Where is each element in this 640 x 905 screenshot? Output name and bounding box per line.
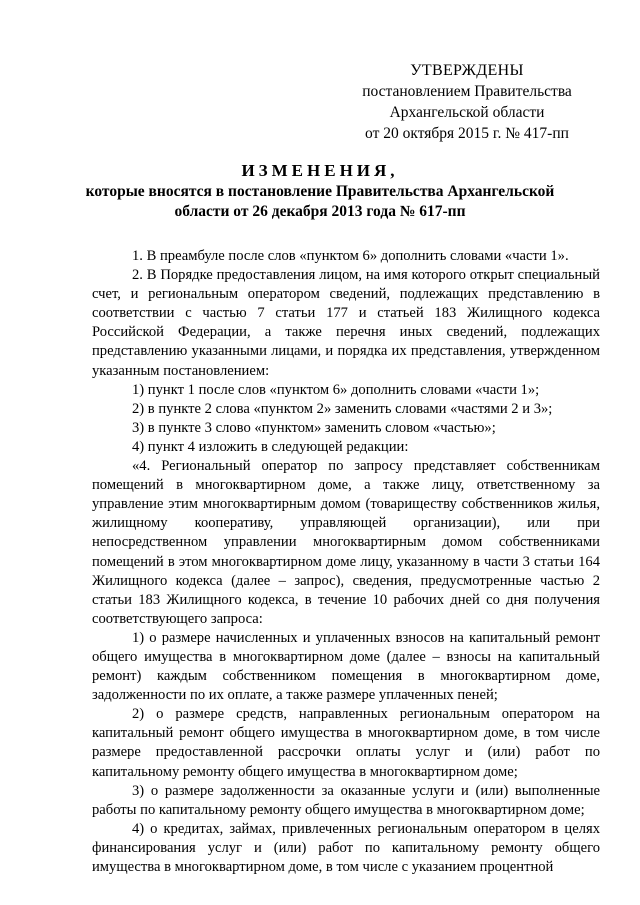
title-main: ИЗМЕНЕНИЯ, [241, 161, 399, 180]
list-item: 1) о размере начисленных и уплаченных взносов на капитальный ремонт общего имущества в многоквартирном доме (далее – взносы на капитальный ремонт) каждым собственником помещения в многоквартирном доме, задолженности по их оплате, а также размере уплаченных пеней; [92, 629, 600, 704]
approval-heading: УТВЕРЖДЕНЫ [410, 62, 524, 79]
paragraph: 1. В преамбуле после слов «пунктом 6» дополнить словами «части 1». [132, 248, 569, 264]
list-item: 1) пункт 1 после слов «пунктом 6» дополнить словами «части 1»; [132, 381, 540, 398]
list-item: 2) о размере средств, направленных региональным оператором на капитальный ремонт общего имущества в многоквартирном доме, в том числе размере предоставленной рассрочки оплаты услуг и (или) работ по капитальному ремонту общего имущества в многоквартирном доме; [92, 706, 600, 780]
list-item: 4) пункт 4 изложить в следующей редакции: [132, 438, 409, 455]
list-item: 3) в пункте 3 слово «пунктом» заменить словом «частью»; [132, 419, 496, 436]
paragraph: 2. В Порядке предоставления лицом, на имя которого открыт специальный счет, и региональным оператором сведений, подлежащих представлению в соответствии с частью 7 статьи 177 и статьей 183 Жилищного кодекса Российской Федерации, а также перечня иных сведений, подлежащих представлению указанными лицами, и порядка их представления, утвержденном указанным постановлением: [92, 267, 600, 379]
approval-block [352, 60, 582, 144]
title-subtitle: которые вносятся в постановление Правительства Архангельской [85, 183, 555, 200]
document-title [60, 160, 580, 222]
document-body [92, 247, 600, 877]
list-item: 2) в пункте 2 слова «пунктом 2» заменить словами «частями 2 и 3»; [132, 400, 553, 417]
list-item: 3) о размере задолженности за оказанные услуги и (или) выполненные работы по капитальному ремонту общего имущества в многоквартирном доме; [92, 782, 600, 818]
approval-line: Архангельской области [389, 104, 545, 121]
title-subtitle: области от 26 декабря 2013 года № 617-пп [174, 203, 466, 220]
approval-line: от 20 октября 2015 г. № 417-пп [365, 125, 569, 142]
list-item: 4) о кредитах, займах, привлеченных региональным оператором в целях финансирования услуг и (или) работ по капитальному ремонту общего имущества в многоквартирном доме, в том числе с указанием процентной [92, 820, 600, 875]
approval-line: постановлением Правительства [362, 83, 572, 100]
paragraph: «4. Региональный оператор по запросу представляет собственникам помещений в многоквартирном доме, а также лицу, ответственному за управление этим многоквартирным домом (товариществу собственников жилья, жилищному кооперативу, управляющей организации), или при непосредственном управлении многоквартирным домом собственниками помещений в этом многоквартирном доме лицу, указанному в части 3 статьи 164 Жилищного кодекса (далее – запрос), сведения, предусмотренные частью 2 статьи 183 Жилищного кодекса, в течение 10 рабочих дней со дня получения соответствующего запроса: [92, 458, 600, 627]
